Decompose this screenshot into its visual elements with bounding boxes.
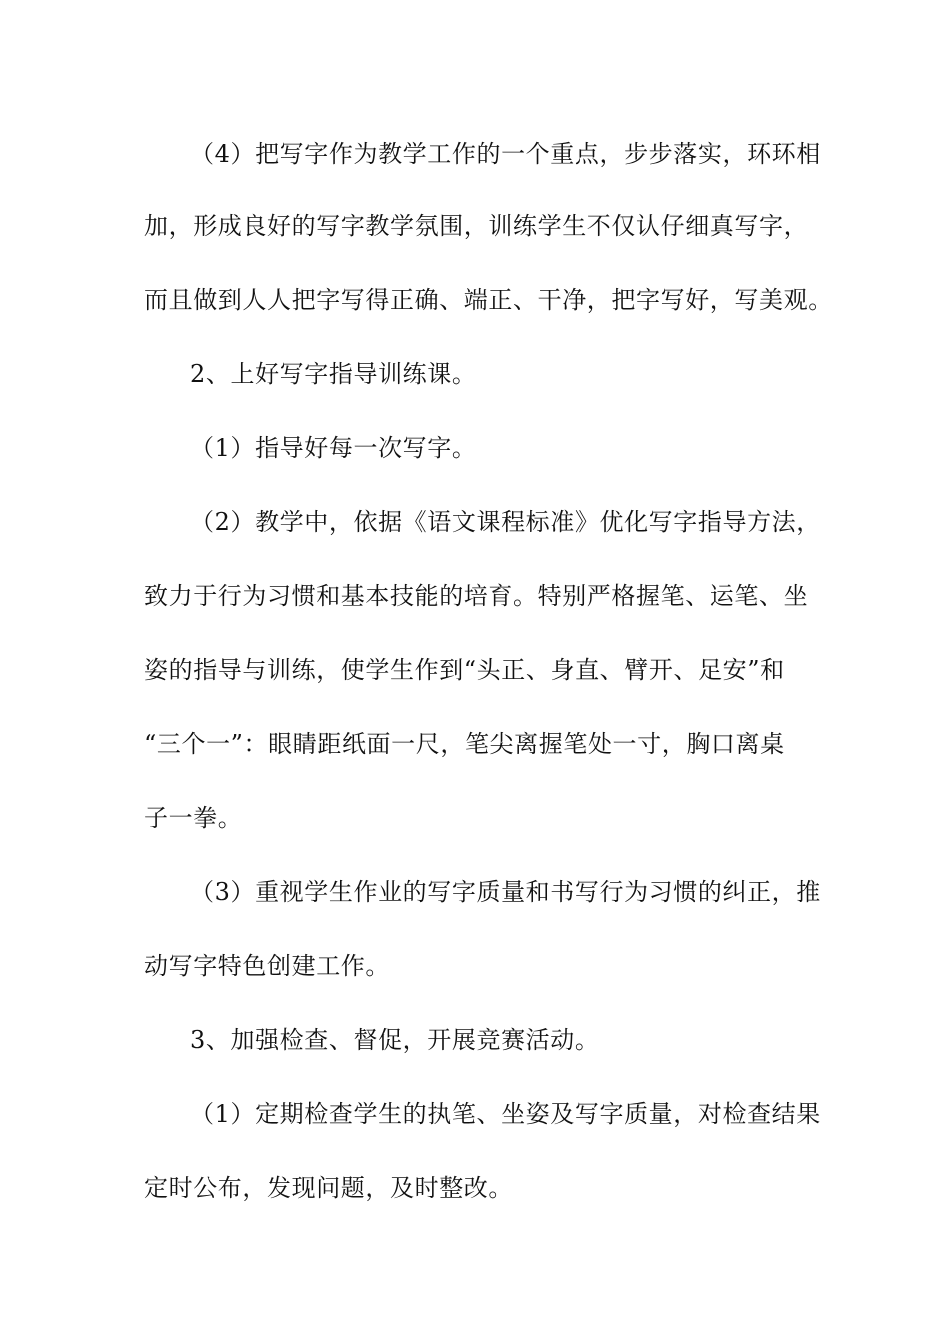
paragraph-line: 动写字特色创建工作。 bbox=[144, 952, 390, 980]
paragraph-line: （1）指导好每一次写字。 bbox=[190, 434, 477, 462]
paragraph-line: 定时公布，发现问题，及时整改。 bbox=[144, 1174, 513, 1202]
paragraph-line: 3、加强检查、督促，开展竞赛活动。 bbox=[190, 1026, 600, 1054]
paragraph-line: 加，形成良好的写字教学氛围，训练学生不仅认仔细真写字， bbox=[144, 212, 809, 240]
paragraph-line: （3）重视学生作业的写字质量和书写行为习惯的纠正，推 bbox=[190, 878, 821, 906]
paragraph-line: （1）定期检查学生的执笔、坐姿及写字质量，对检查结果 bbox=[190, 1100, 821, 1128]
paragraph-line: “三个一”：眼睛距纸面一尺，笔尖离握笔处一寸，胸口离桌 bbox=[144, 730, 785, 758]
paragraph-line: （4）把写字作为教学工作的一个重点，步步落实，环环相 bbox=[190, 140, 821, 168]
paragraph-line: （2）教学中，依据《语文课程标准》优化写字指导方法， bbox=[190, 508, 821, 536]
paragraph-line: 子一拳。 bbox=[144, 804, 243, 832]
paragraph-line: 致力于行为习惯和基本技能的培育。特别严格握笔、运笔、坐 bbox=[144, 582, 809, 610]
paragraph-line: 而且做到人人把字写得正确、端正、干净，把字写好，写美观。 bbox=[144, 286, 833, 314]
paragraph-line: 2、上好写字指导训练课。 bbox=[190, 360, 477, 388]
paragraph-line: 姿的指导与训练，使学生作到“头正、身直、臂开、足安”和 bbox=[144, 656, 785, 684]
